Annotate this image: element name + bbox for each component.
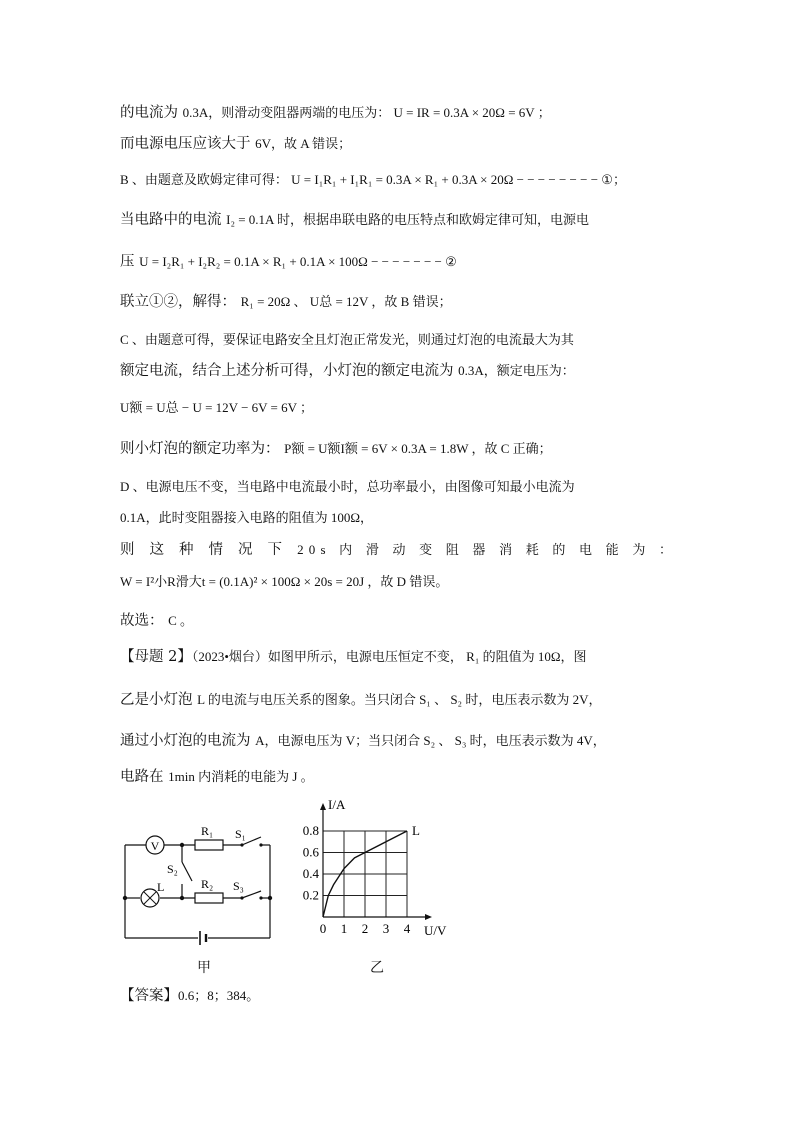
voltmeter-label: V xyxy=(150,839,160,853)
text-line: U额 = U总 − U = 12V − 6V = 6V ； xyxy=(120,400,314,415)
x-tick-label: 4 xyxy=(403,921,411,936)
y-tick-label: 0.4 xyxy=(302,866,319,881)
text-line: 【母题 2】（2023•烟台）如图甲所示，电源电压恒定不变， R₁ 的阻值为 10Ω，图 xyxy=(120,649,587,665)
s1-label: S₁ xyxy=(235,827,246,841)
x-tick-label: 0 xyxy=(319,921,327,936)
r2-label: R₂ xyxy=(201,877,214,891)
text-line: D 、电源电压不变，当电路中电流最小时，总功率最小，由图像可知最小电流为 xyxy=(120,479,575,494)
lamp-label: L xyxy=(157,880,165,894)
x-tick-label: 1 xyxy=(340,921,348,936)
chart-caption: 乙 xyxy=(370,960,384,976)
text-line: 压 U = I₂R₁ + I₂R₂ = 0.1A × R₁ + 0.1A × 100Ω − − − − − − − ② xyxy=(120,254,457,270)
x-tick-label: 3 xyxy=(382,921,390,936)
text-line: 则小灯泡的额定功率为： P额 = U额I额 = 6V × 0.3A = 1.8W ，故 C 正确； xyxy=(120,441,552,457)
x-axis-arrow xyxy=(425,914,432,920)
s2-label: S₂ xyxy=(167,862,178,876)
x-tick-label: 2 xyxy=(361,921,369,936)
series-label-l: L xyxy=(412,823,420,838)
resistor-r2 xyxy=(195,893,223,903)
resistor-r1 xyxy=(195,840,223,850)
text-line: 通过小灯泡的电流为 A，电源电压为 V；当只闭合 S₂ 、 S₃ 时，电压表示数为 4V， xyxy=(120,733,606,749)
text-line: 电路在 1min 内消耗的电能为 J 。 xyxy=(120,769,314,785)
text-line: 则 这 种 情 况 下 20s 内 滑 动 变 阻 器 消 耗 的 电 能 为 ： xyxy=(120,542,678,558)
answer-value: 0.6；8；384。 xyxy=(178,988,260,1003)
y-axis-label: I/A xyxy=(328,797,346,812)
text-line: 联立①②，解得： R₁ = 20Ω 、 U总 = 12V ，故 B 错误； xyxy=(120,294,452,310)
answer-label: 【答案】 xyxy=(120,988,178,1004)
x-axis-label: U/V xyxy=(424,923,447,938)
y-tick-label: 0.8 xyxy=(302,823,319,838)
text-line: 的电流为 0.3A，则滑动变阻器两端的电压为： U = IR = 0.3A × 20Ω = 6V ； xyxy=(120,105,551,121)
text-line: 0.1A，此时变阻器接入电路的阻值为 100Ω， xyxy=(120,510,374,525)
text-line: W = I²小R滑大t = (0.1A)² × 100Ω × 20s = 20J ，故 D 错误。 xyxy=(120,574,449,589)
text-line: 额定电流，结合上述分析可得，小灯泡的额定电流为 0.3A，额定电压为： xyxy=(120,363,575,379)
text-line: 乙是小灯泡 L 的电流与电压关系的图象。当只闭合 S₁ 、 S₂ 时，电压表示数为 2V， xyxy=(120,692,602,708)
circuit-caption: 甲 xyxy=(197,960,211,976)
text-line: C 、由题意可得，要保证电路安全且灯泡正常发光，则通过灯泡的电流最大为其 xyxy=(120,332,574,347)
iu-chart xyxy=(295,795,465,945)
answer-line xyxy=(120,986,259,1006)
text-line: 当电路中的电流 I₂ = 0.1A 时，根据串联电路的电压特点和欧姆定律可知，电源电 xyxy=(120,212,589,228)
y-axis-arrow xyxy=(320,803,326,810)
s3-label: S₃ xyxy=(233,879,244,893)
y-tick-label: 0.6 xyxy=(302,844,319,860)
r1-label: R₁ xyxy=(201,824,214,838)
text-line: 而电源电压应该大于 6V，故 A 错误； xyxy=(120,136,352,152)
text-line: 故选： C 。 xyxy=(120,613,194,629)
y-tick-label: 0.2 xyxy=(302,887,319,903)
circuit-diagram xyxy=(115,815,285,975)
text-line: B 、由题意及欧姆定律可得： U = I₁R₁ + I₁R₁ = 0.3A × R₁ + 0.3A × 20Ω − − − − − − − − ①； xyxy=(120,172,626,187)
